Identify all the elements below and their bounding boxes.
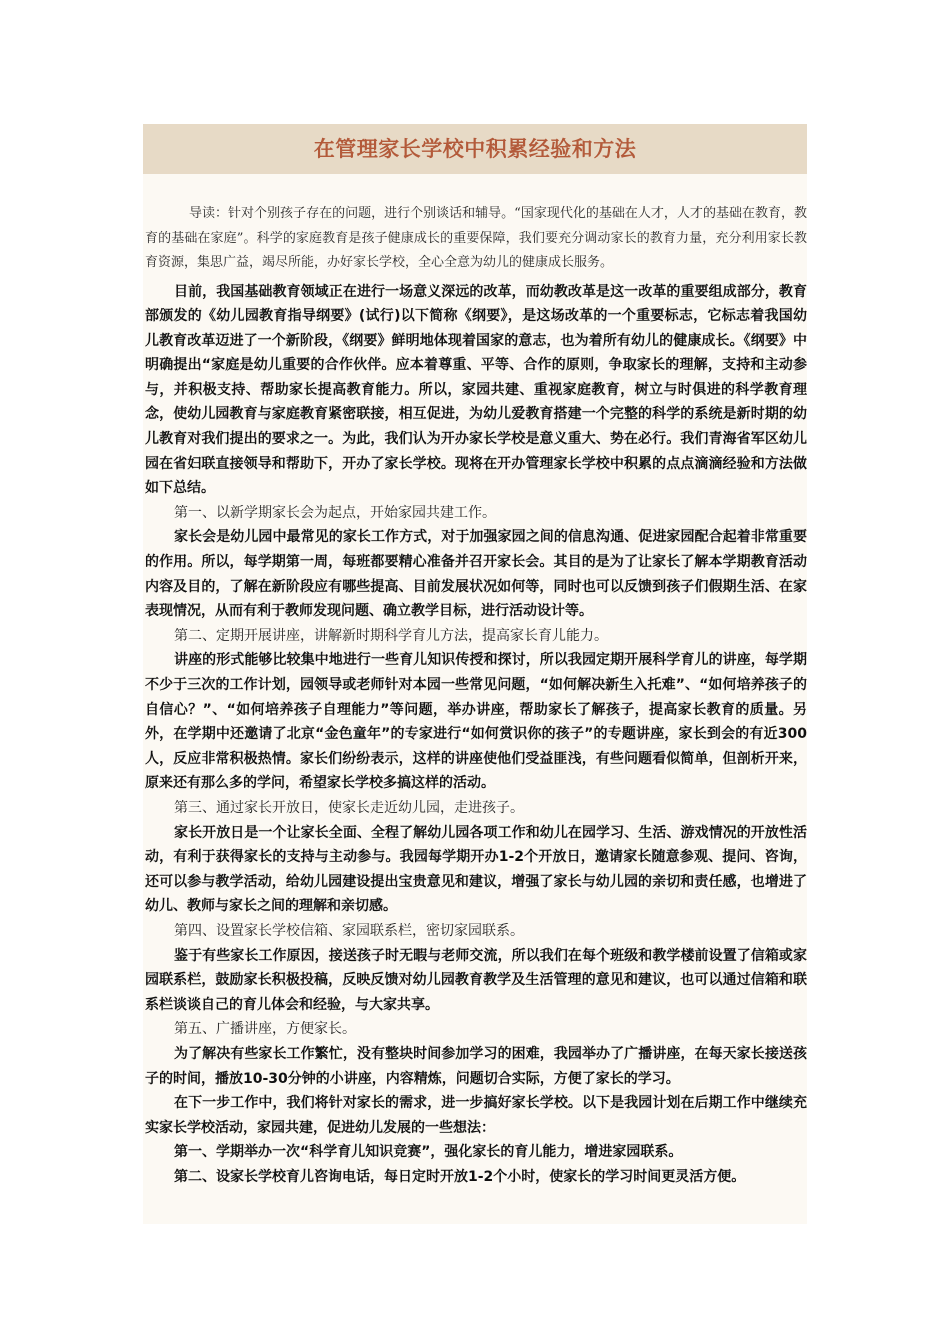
intro-paragraph: 目前，我国基础教育领域正在进行一场意义深远的改革，而幼教改革是这一改革的重要组成部分，教育部颁发的《幼儿园教育指导纲要》(试行)以下简称《纲要》，是这场改革的一个重要标志，它标志着我国幼儿教育改革迈进了一个新阶段，《纲要》鲜明地体现着国家的意志，也为着所有幼儿的健康成长。《纲要》中明确提出“家庭是幼儿重要的合作伙伴。应本着尊重、平等、合作的原则，争取家长的理解，支持和主动参与，并积极支持、帮助家长提高教育能力。所以，家园共建、重视家庭教育，树立与时俱进的科学教育理念，使幼儿园教育与家庭教育紧密联接，相互促进，为幼儿爱教育搭建一个完整的科学的系统是新时期的幼儿教育对我们提出的要求之一。为此，我们认为开办家长学校是意义重大、势在必行。我们青海省军区幼儿园在省妇联直接领导和帮助下，开办了家长学校。现将在开办管理家长学校中积累的点点滴滴经验和方法做如下总结。: [145, 283, 807, 497]
title-banner: [143, 124, 807, 174]
lead-paragraph: 导读：针对个别孩子存在的问题，进行个别谈话和辅导。“国家现代化的基础在人才，人才的基础在教育，教育的基础在家庭”。科学的家庭教育是孩子健康成长的重要保障，我们要充分调动家长的教育力量，充分利用家长教育资源，集思广益，竭尽所能，办好家长学校，全心全意为幼儿的健康成长服务。: [145, 206, 807, 270]
section-heading: 第五、广播讲座，方便家长。: [174, 1021, 356, 1038]
section-body: 为了解决有些家长工作繁忙，没有整块时间参加学习的困难，我园举办了广播讲座，在每天家长接送孩子的时间，播放10-30分钟的小讲座，内容精炼，问题切合实际，方便了家长的学习。: [145, 1045, 807, 1087]
section-heading: 第四、设置家长学校信箱、家园联系栏，密切家园联系。: [174, 922, 524, 939]
section-body: 家长会是幼儿园中最常见的家长工作方式，对于加强家园之间的信息沟通、促进家园配合起着非常重要的作用。所以，每学期第一周，每班都要精心准备并召开家长会。其目的是为了让家长了解本学期教育活动内容及目的，了解在新阶段应有哪些提高、目前发展状况如何等，同时也可以反馈到孩子们假期生活、在家表现情况，从而有利于教师发现问题、确立教学目标，进行活动设计等。: [145, 529, 807, 620]
section-heading: 第三、通过家长开放日，使家长走近幼儿园，走进孩子。: [174, 799, 524, 816]
document-page: [143, 124, 807, 1224]
section-body: 家长开放日是一个让家长全面、全程了解幼儿园各项工作和幼儿在园学习、生活、游戏情况的开放性活动，有利于获得家长的支持与主动参与。我园每学期开办1-2个开放日，邀请家长随意参观、提问、咨询，还可以参与教学活动，给幼儿园建设提出宝贵意见和建议，增强了家长与幼儿园的亲切和责任感，也增进了幼儿、教师与家长之间的理解和亲切感。: [145, 824, 807, 915]
document-title: 在管理家长学校中积累经验和方法: [313, 137, 637, 161]
document-body: [145, 202, 807, 1189]
section-heading: 第一、以新学期家长会为起点，开始家园共建工作。: [174, 504, 496, 521]
section-body: 讲座的形式能够比较集中地进行一些育儿知识传授和探讨，所以我园定期开展科学育儿的讲座，每学期不少于三次的工作计划，园领导或老师针对本园一些常见问题，“如何解决新生入托难”、“如何培养孩子的自信心？”、“如何培养孩子自理能力”等问题，举办讲座，帮助家长了解孩子，提高家长教育的质量。另外，在学期中还邀请了北京“金色童年”的专家进行“如何赏识你的孩子”的专题讲座，家长到会的有近300人，反应非常积极热情。家长们纷纷表示，这样的讲座使他们受益匪浅，有些问题看似简单，但剖析开来，原来还有那么多的学问，希望家长学校多搞这样的活动。: [145, 652, 807, 792]
plan-item: 第二、设家长学校育儿咨询电话，每日定时开放1-2个小时，使家长的学习时间更灵活方便。: [174, 1168, 746, 1185]
section-body: 鉴于有些家长工作原因，接送孩子时无暇与老师交流，所以我们在每个班级和教学楼前设置了信箱或家园联系栏，鼓励家长积极投稿，反映反馈对幼儿园教育教学及生活管理的意见和建议，也可以通过信箱和联系栏谈谈自己的育儿体会和经验，与大家共享。: [145, 947, 807, 1013]
section-heading: 第二、定期开展讲座，讲解新时期科学育儿方法，提高家长育儿能力。: [174, 627, 608, 644]
outlook-paragraph: 在下一步工作中，我们将针对家长的需求，进一步搞好家长学校。以下是我园计划在后期工作中继续充实家长学校活动，家园共建，促进幼儿发展的一些想法：: [145, 1095, 807, 1136]
plan-item: 第一、学期举办一次“科学育儿知识竞赛”，强化家长的育儿能力，增进家园联系。: [174, 1144, 683, 1161]
